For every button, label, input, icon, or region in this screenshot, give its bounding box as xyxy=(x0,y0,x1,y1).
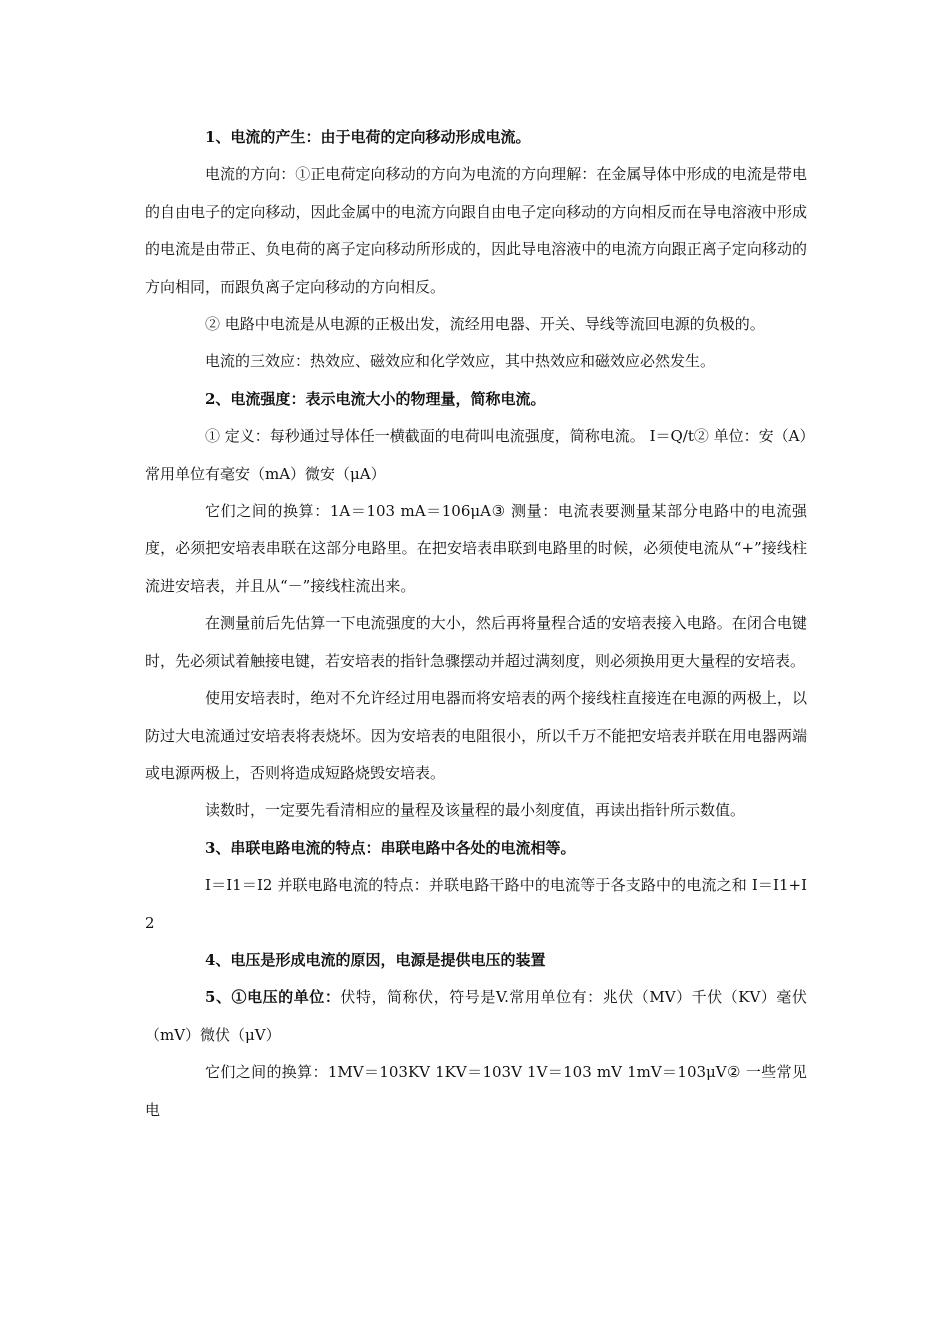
paragraph-text: 它们之间的换算：1A＝103 mA＝106μA③ 测量：电流表要测量某部分电路中的电流强度，必须把安培表串联在这部分电路里。在把安培表串联到电路里的时候，必须使电流从“+”接线柱流进安培表，并且从“－”接线柱流出来。 xyxy=(145,502,807,595)
paragraph-text: I＝I1＝I2 并联电路电流的特点：并联电路干路中的电流等于各支路中的电流之和 I＝I1+I2 xyxy=(145,876,807,932)
heading-4 xyxy=(145,942,807,979)
paragraph-three-effects xyxy=(145,343,807,380)
heading-3-text: 3、串联电路电流的特点：串联电路中各处的电流相等。 xyxy=(205,838,576,857)
paragraph-text: 电流的三效应：热效应、磁效应和化学效应，其中热效应和磁效应必然发生。 xyxy=(205,352,716,371)
paragraph-text: 在测量前后先估算一下电流强度的大小，然后再将量程合适的安培表接入电路。在闭合电键时，先必须试着触接电键，若安培表的指针急骤摆动并超过满刻度，则必须换用更大量程的安培表。 xyxy=(145,614,807,670)
heading-3 xyxy=(145,830,807,867)
paragraph-text: 伏特，简称伏，符号是V.常用单位有：兆伏（MV）千伏（KV）毫伏（mV）微伏（μV） xyxy=(145,988,807,1044)
heading-2 xyxy=(145,381,807,418)
paragraph-current-path xyxy=(145,306,807,343)
paragraph-voltage-unit xyxy=(145,979,807,1054)
document-page xyxy=(145,119,807,1129)
paragraph-text: ① 定义：每秒通过导体任一横截面的电荷叫电流强度，简称电流。 I＝Q/t② 单位：安（A）常用单位有毫安（mA）微安（μA） xyxy=(145,427,807,483)
paragraph-conversion xyxy=(145,493,807,605)
heading-2-text: 2、电流强度：表示电流大小的物理量，简称电流。 xyxy=(205,389,546,408)
paragraph-text: 读数时，一定要先看清相应的量程及该量程的最小刻度值，再读出指针所示数值。 xyxy=(205,801,746,820)
paragraph-text: ② 电路中电流是从电源的正极出发，流经用电器、开关、导线等流回电源的负极的。 xyxy=(205,315,765,334)
heading-1 xyxy=(145,119,807,156)
heading-1-text: 1、电流的产生：由于电荷的定向移动形成电流。 xyxy=(205,128,531,146)
paragraph-usage xyxy=(145,680,807,792)
heading-4-text: 4、电压是形成电流的原因，电源是提供电压的装置 xyxy=(205,950,546,969)
voltage-unit-label: 5、①电压的单位： xyxy=(205,988,341,1007)
paragraph-text: 它们之间的换算：1MV＝103KV 1KV＝103V 1V＝103 mV 1mV＝103μV② 一些常见电 xyxy=(145,1063,807,1119)
paragraph-parallel xyxy=(145,867,807,942)
paragraph-text: 电流的方向：①正电荷定向移动的方向为电流的方向理解：在金属导体中形成的电流是带电的自由电子的定向移动，因此金属中的电流方向跟自由电子定向移动的方向相反而在导电溶液中形成的电流是由带正、负电荷的离子定向移动所形成的，因此导电溶液中的电流方向跟正离子定向移动的方向相同，而跟负离子定向移动的方向相反。 xyxy=(145,165,807,296)
paragraph-definition xyxy=(145,418,807,493)
paragraph-reading xyxy=(145,792,807,829)
paragraph-estimate xyxy=(145,605,807,680)
paragraph-current-direction xyxy=(145,156,807,306)
paragraph-voltage-conversion xyxy=(145,1054,807,1129)
paragraph-text: 使用安培表时，绝对不允许经过用电器而将安培表的两个接线柱直接连在电源的两极上，以防过大电流通过安培表将表烧坏。因为安培表的电阻很小，所以千万不能把安培表并联在用电器两端或电源两极上，否则将造成短路烧毁安培表。 xyxy=(145,689,807,782)
